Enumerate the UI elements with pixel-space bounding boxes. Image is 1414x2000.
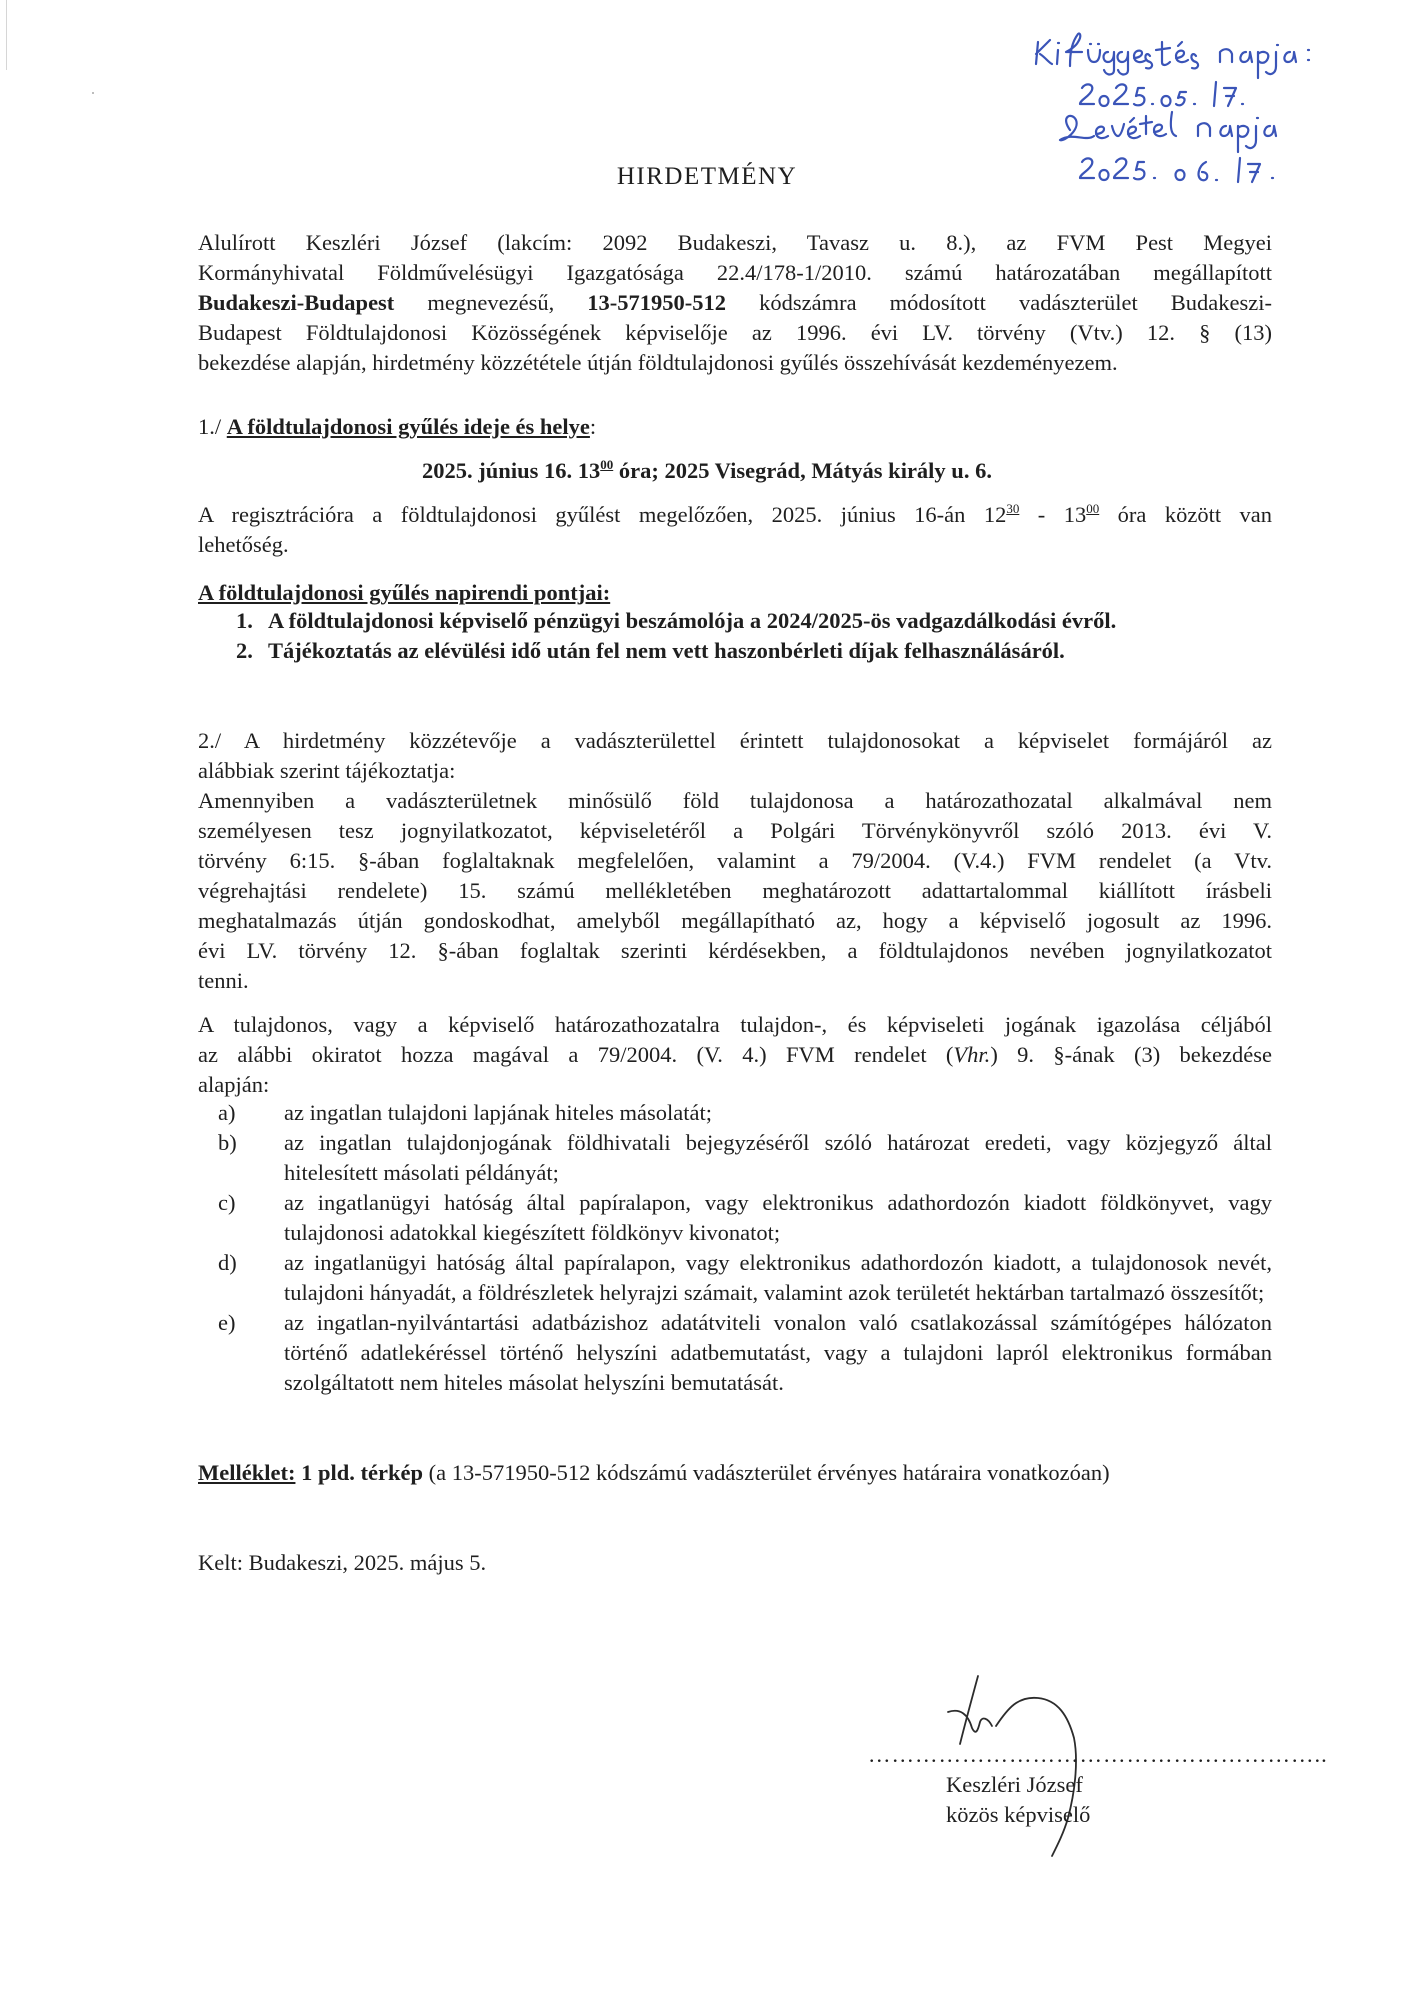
agenda-item: 2. Tájékoztatás az elévülési idő után fel nem vett haszonbérleti díjak felhasználásáról. [236, 638, 1065, 663]
list-item: d) az ingatlanügyi hatóság által papíralapon, vagy elektronikus adathordozón kiadott, a tulajdonosok nevét, tulajdoni hányadát, a földrészletek helyrajzi számait, valamint azok területét hektárban tartalmazó összesítőt; [218, 1250, 1272, 1305]
intro-line: bekezdése alapján, hirdetmény közzététele útján földtulajdonosi gyűlés összehívását kezdeményezem. [198, 350, 1118, 375]
meeting-date-place: 2025. június 16. $13^{00}$ óra; 2025 Visegrád, Mátyás király u. 6. [422, 457, 992, 483]
agenda-heading: A földtulajdonosi gyűlés napirendi pontjai: [198, 580, 611, 605]
required-documents-list [198, 1098, 1272, 1398]
signatory-name: Keszléri József [946, 1772, 1083, 1797]
section-1-heading: 1./ A földtulajdonosi gyűlés ideje és helye: [198, 414, 597, 439]
dated-line: Kelt: Budakeszi, 2025. május 5. [198, 1550, 487, 1575]
signature-line: ………………………………………………….. [868, 1742, 1328, 1767]
list-item: c) az ingatlanügyi hatóság által papíralapon, vagy elektronikus adathordozón kiadott földkönyvet, vagy tulajdonosi adatokkal kiegészített földkönyv kivonatot; [218, 1190, 1272, 1245]
section-2-intro: 2./ A hirdetmény közzétevője a vadászterülettel érintett tulajdonosokat a képviselet formájáról az alábbiak szerint tájékoztatja: [198, 728, 1272, 783]
representation-paragraph: Amennyiben a vadászterületnek minősülő föld tulajdonosa a határozathozatal alkalmával nem személyesen tesz jognyilatkozatot, képviseletéről a Polgári Törvénykönyvről szóló 2013. évi V. törvény 6:15. §-ában foglaltaknak megfelelően, valamint a 79/2004. (V.4.) FVM rendelet (a Vtv. végrehajtási rendelete) 15. számú mellékletében meghatározott adattartalommal kiállított írásbeli meghatalmazás útján gondoskodhat, amelyből megállapítható az, hogy a képviselő jogosult az 1996. évi LV. törvény 12. §-ában foglaltak szerinti kérdésekben, a földtulajdonos nevében jognyilatkozatot tenni. [198, 788, 1272, 993]
attachment-note: Melléklet: 1 pld. térkép (a 13-571950-512 kódszámú vadászterület érvényes határaira vonatkozóan) [198, 1460, 1110, 1485]
scan-margin-line [6, 0, 7, 70]
list-item: a) az ingatlan tulajdoni lapjának hiteles másolatát; [218, 1100, 712, 1125]
hunting-area-code: 13-571950-512 [587, 290, 727, 315]
documents-paragraph: A tulajdonos, vagy a képviselő határozathozatalra tulajdon-, és képviseleti jogának igazolása céljából az alábbi okiratot hozza magával a 79/2004. (V. 4.) FVM rendelet (Vhr.) 9. §-ának (3) bekezdése alapján: [198, 1012, 1272, 1097]
scan-speck [92, 92, 94, 94]
intro-line: Budakeszi-Budapest megnevezésű, 13-571950-512 kódszámra módosított vadászterület Budakeszi- [198, 290, 1272, 315]
intro-line: Alulírott Keszléri József (lakcím: 2092 Budakeszi, Tavasz u. 8.), az FVM Pest Megyei [198, 230, 1272, 255]
hunting-area-name: Budakeszi-Budapest [198, 290, 395, 315]
signatory-role: közös képviselő [946, 1802, 1091, 1827]
document-title: HIRDETMÉNY [616, 163, 798, 190]
intro-paragraph [198, 228, 1272, 378]
list-item: e) az ingatlan-nyilvántartási adatbázishoz adatátviteli vonalon való csatlakozással számítógépes hálózaton történő adatlekéréssel történő helyszíni adatbemutatást, vagy a tulajdoni lapról elektronikus formában szolgáltatott nem hiteles másolat helyszíni bemutatását. [218, 1310, 1272, 1395]
intro-line: Budapest Földtulajdonosi Közösségének képviselője az 1996. évi LV. törvény (Vtv.) 12. § (13) [198, 320, 1272, 345]
list-item: b) az ingatlan tulajdonjogának földhivatali bejegyzéséről szóló határozat eredeti, vagy közjegyző által hitelesített másolati példányát; [218, 1130, 1272, 1185]
registration-paragraph: A regisztrációra a földtulajdonosi gyűlést megelőzően, 2025. június 16-án $12^{30} - 13^{00}$ óra között van lehetőség. [198, 501, 1272, 557]
agenda-item: 1. A földtulajdonosi képviselő pénzügyi beszámolója a 2024/2025-ös vadgazdálkodási évről. [236, 608, 1117, 633]
agenda-list [236, 606, 1276, 666]
intro-line: Kormányhivatal Földművelésügyi Igazgatósága 22.4/178-1/2010. számú határozatában megállapított [198, 260, 1272, 285]
section-2-number: 2./ [198, 728, 222, 753]
